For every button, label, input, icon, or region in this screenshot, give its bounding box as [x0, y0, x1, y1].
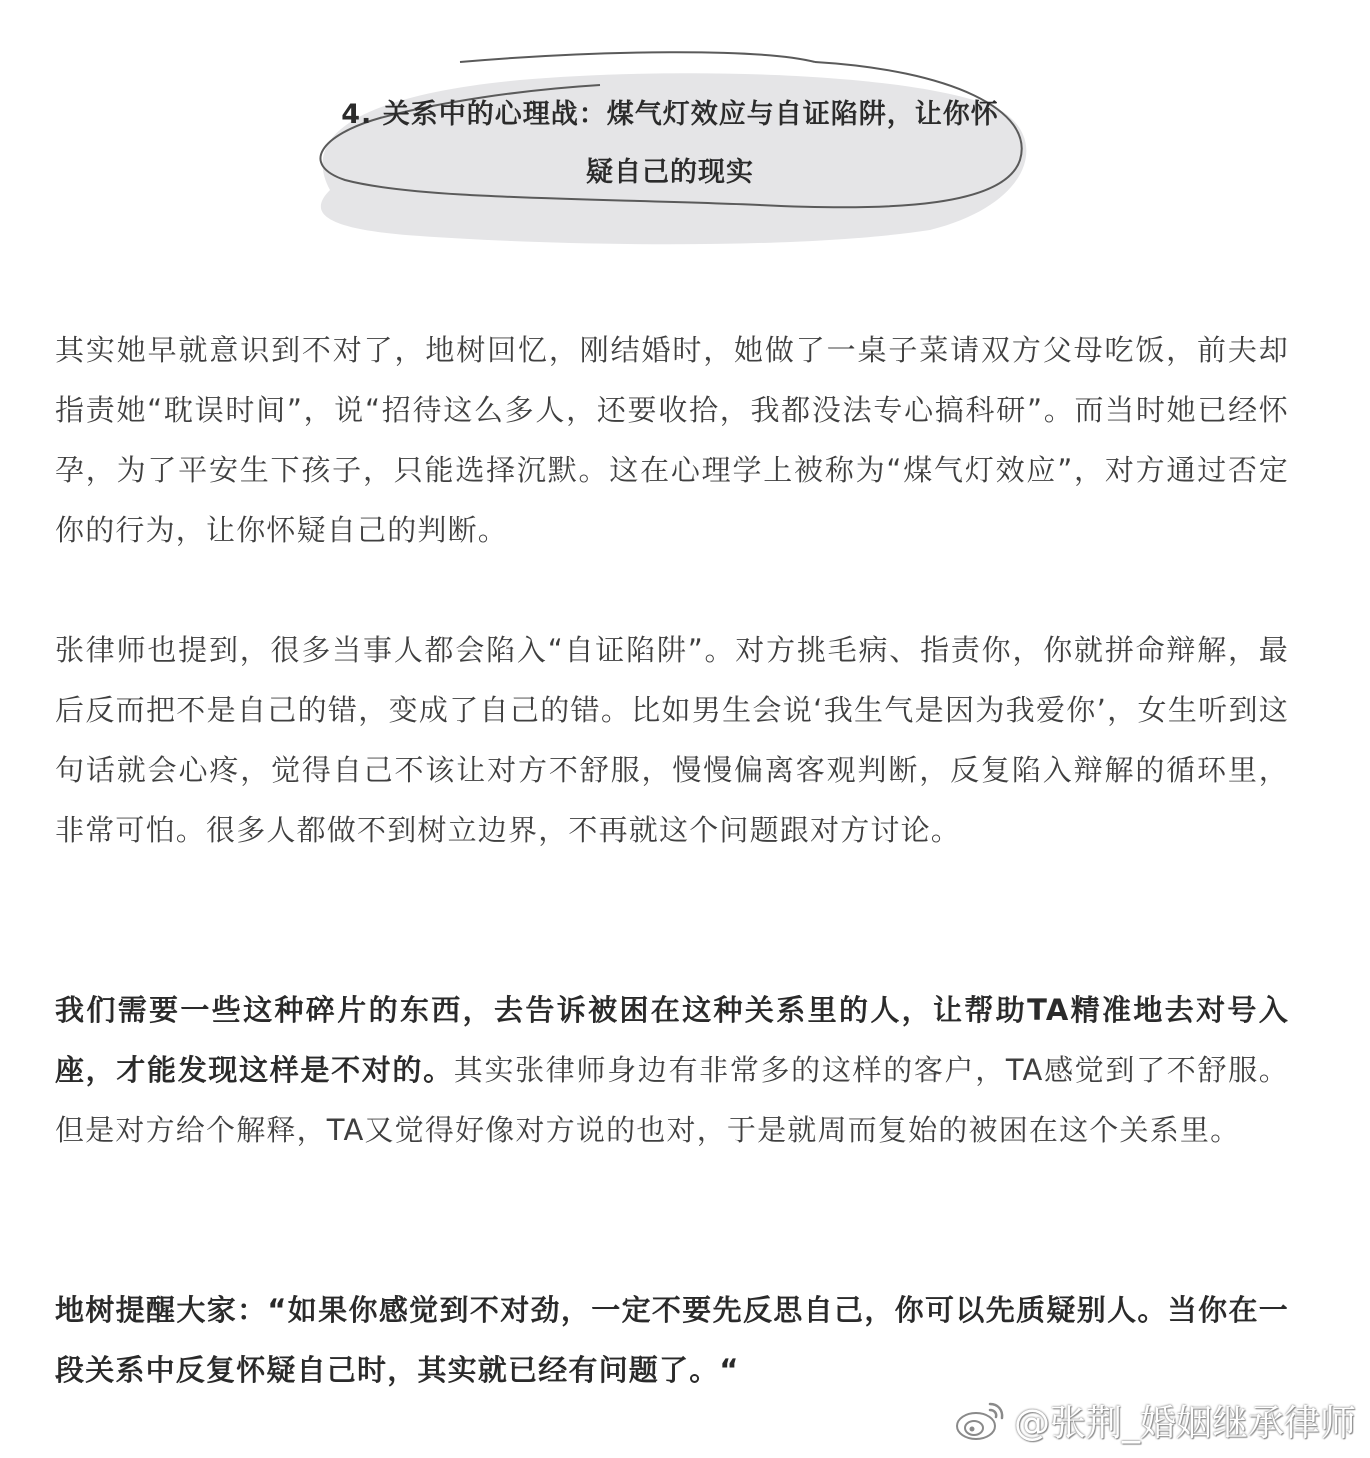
paragraph-2: 张律师也提到，很多当事人都会陷入“自证陷阱”。对方挑毛病、指责你，你就拼命辩解，最后反而把不是自己的错，变成了自己的错。比如男生会说‘我生气是因为我爱你’，女生听到这句话就会心疼，觉得自己不该让对方不舒服，慢慢偏离客观判断，反复陷入辩解的循环里，非常可怕。很多人都做不到树立边界，不再就这个问题跟对方讨论。	[55, 633, 1289, 847]
watermark	[954, 1394, 1356, 1446]
section-heading	[0, 40, 1370, 250]
paragraph-4: 地树提醒大家：“如果你感觉到不对劲，一定不要先反思自己，你可以先质疑别人。当你在一段关系中反复怀疑自己时，其实就已经有问题了。“	[55, 1293, 1289, 1387]
paragraph-3	[55, 980, 1289, 1160]
paragraph-3-bold: 我们需要一些这种碎片的东西，去告诉被困在这种关系里的人，让帮助TA精准地去对号入座，才能发现这样是不对的。	[55, 993, 1289, 1087]
paragraph-3-rest: 其实张律师身边有非常多的这样的客户，TA感觉到了不舒服。但是对方给个解释，TA又觉得好像对方说的也对，于是就周而复始的被困在这个关系里。	[55, 1053, 1289, 1147]
heading-title	[300, 86, 1040, 202]
heading-line-2: 疑自己的现实	[586, 157, 754, 188]
weibo-icon	[954, 1398, 1006, 1442]
watermark-text: @张荆_婚姻继承律师	[1013, 1402, 1356, 1444]
paragraph-1: 其实她早就意识到不对了，地树回忆，刚结婚时，她做了一桌子菜请双方父母吃饭，前夫却指责她“耽误时间”，说“招待这么多人，还要收拾，我都没法专心搞科研”。而当时她已经怀孕，为了平安生下孩子，只能选择沉默。这在心理学上被称为“煤气灯效应”，对方通过否定你的行为，让你怀疑自己的判断。	[55, 333, 1289, 547]
heading-line-1: 4. 关系中的心理战：煤气灯效应与自证陷阱，让你怀	[341, 99, 999, 130]
